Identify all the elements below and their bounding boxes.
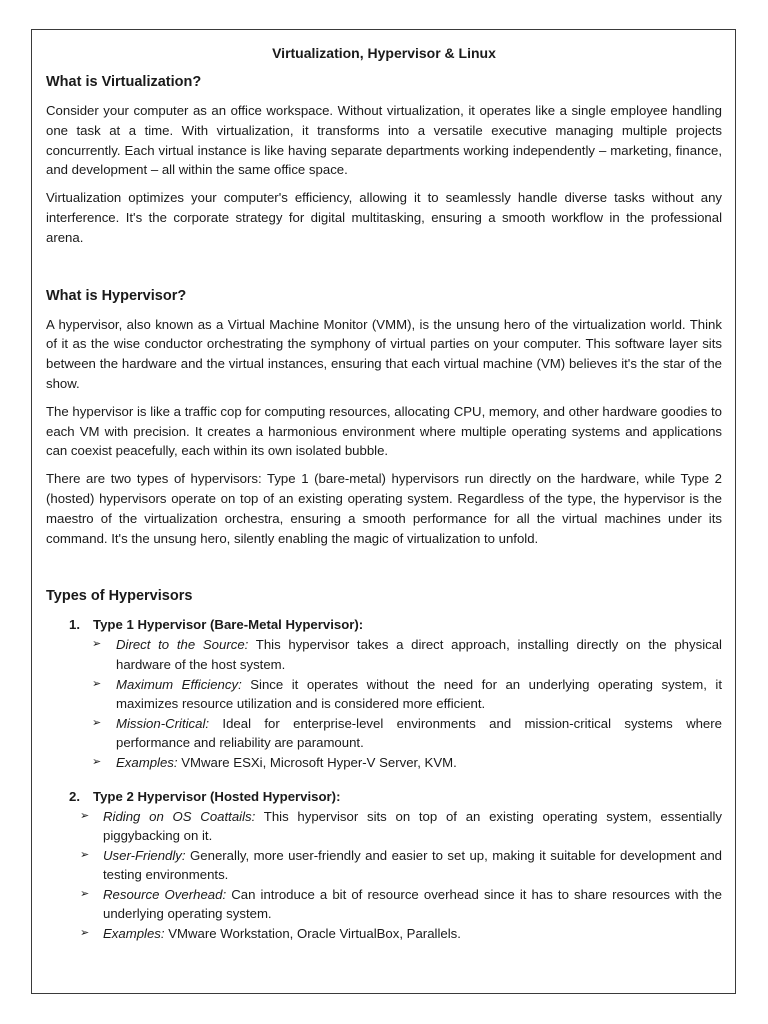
list-item [46,846,722,885]
paragraph: The hypervisor is like a traffic cop for computing resources, allocating CPU, memory, and other hardware goodies to each VM with precision. It creates a harmonious environment where multiple operating systems and applications can coexist peacefully, each within its own isolated bubble. [46,403,722,459]
list-item [46,924,722,944]
list-item [46,675,722,714]
item-text: This hypervisor sits on top of an existing operating system, essentially piggybacking on it. [103,808,722,844]
arrow-bullet-icon: ➢ [80,848,90,861]
bullet-list [46,635,722,772]
arrow-bullet-icon: ➢ [80,887,90,900]
item-title: Type 2 Hypervisor (Hosted Hypervisor): [93,788,341,804]
document-title: Virtualization, Hypervisor & Linux [272,45,496,61]
item-label: Resource Overhead: [103,886,227,902]
item-label: Riding on OS Coattails: [103,808,256,824]
list-item [46,885,722,924]
numbered-item [46,615,722,635]
section-spacer [46,556,722,586]
item-number: 2. [69,788,80,804]
item-label: Mission-Critical: [116,715,210,731]
list-spacer [46,773,722,787]
item-text: VMware ESXi, Microsoft Hyper-V Server, KVM. [177,754,457,770]
arrow-bullet-icon: ➢ [92,755,102,768]
arrow-bullet-icon: ➢ [80,809,90,822]
item-text: This hypervisor takes a direct approach, installing directly on the physical hardware of the host system. [116,637,722,672]
section-heading-virtualization: What is Virtualization? [46,74,202,90]
item-label: User-Friendly: [103,847,186,863]
item-label: Examples: [116,754,178,770]
document-body [46,44,722,944]
type2-block [46,787,722,944]
numbered-item [46,787,722,807]
item-label: Examples: [103,926,165,942]
arrow-bullet-icon: ➢ [80,927,90,940]
item-text: Ideal for enterprise-level environments and mission-critical systems where performance and reliability are paramount. [116,715,722,751]
paragraph: A hypervisor, also known as a Virtual Machine Monitor (VMM), is the unsung hero of the virtualization world. Think of it as the wise conductor orchestrating the symphony of virtual parties on your computer. This software layer sits between the hardware and the virtual instances, ensuring that each virtual machine (VM) believes it's the star of the show. [46,316,722,391]
list-item [46,807,722,846]
item-text: Generally, more user-friendly and easier to set up, making it suitable for development and testing environments. [103,847,722,883]
list-item [46,753,722,773]
arrow-bullet-icon: ➢ [92,638,102,651]
list-item [46,635,722,674]
item-text: VMware Workstation, Oracle VirtualBox, Parallels. [164,926,461,942]
bullet-list [46,807,722,944]
item-label: Maximum Efficiency: [116,676,242,692]
section-spacer [46,256,722,286]
item-number: 1. [69,617,80,633]
section-heading-types: Types of Hypervisors [46,588,193,605]
item-text: Can introduce a bit of resource overhead since it has to share resources with the underlying operating system. [103,886,722,922]
section-heading-hypervisor: What is Hypervisor? [46,287,187,304]
arrow-bullet-icon: ➢ [92,716,102,729]
paragraph: There are two types of hypervisors: Type 1 (bare-metal) hypervisors run directly on the hardware, while Type 2 (hosted) hypervisors operate on top of an existing operating system. Regardless of the type, the hypervisor is the maestro of the virtualization orchestra, ensuring a smooth performance for all the virtual machines under its command. It's the unsung hero, silently enabling the magic of virtualization to unfold. [46,471,722,546]
item-text: Since it operates without the need for an underlying operating system, it maximizes resource utilization and is considered more efficient. [116,676,722,712]
paragraph: Virtualization optimizes your computer's efficiency, allowing it to seamlessly handle diverse tasks without any interference. It's the corporate strategy for digital multitasking, ensuring a smooth workflow in the professional arena. [46,190,722,245]
list-item [46,714,722,753]
arrow-bullet-icon: ➢ [92,677,102,690]
item-label: Direct to the Source: [116,637,249,653]
type1-block [46,615,722,772]
paragraph: Consider your computer as an office workspace. Without virtualization, it operates like a single employee handling one task at a time. With virtualization, it transforms into a versatile executive managing multiple projects concurrently. Each virtual instance is like having separate departments working independently – marketing, finance, and development – all within the same office space. [46,103,722,178]
item-title: Type 1 Hypervisor (Bare-Metal Hypervisor): [93,617,364,633]
